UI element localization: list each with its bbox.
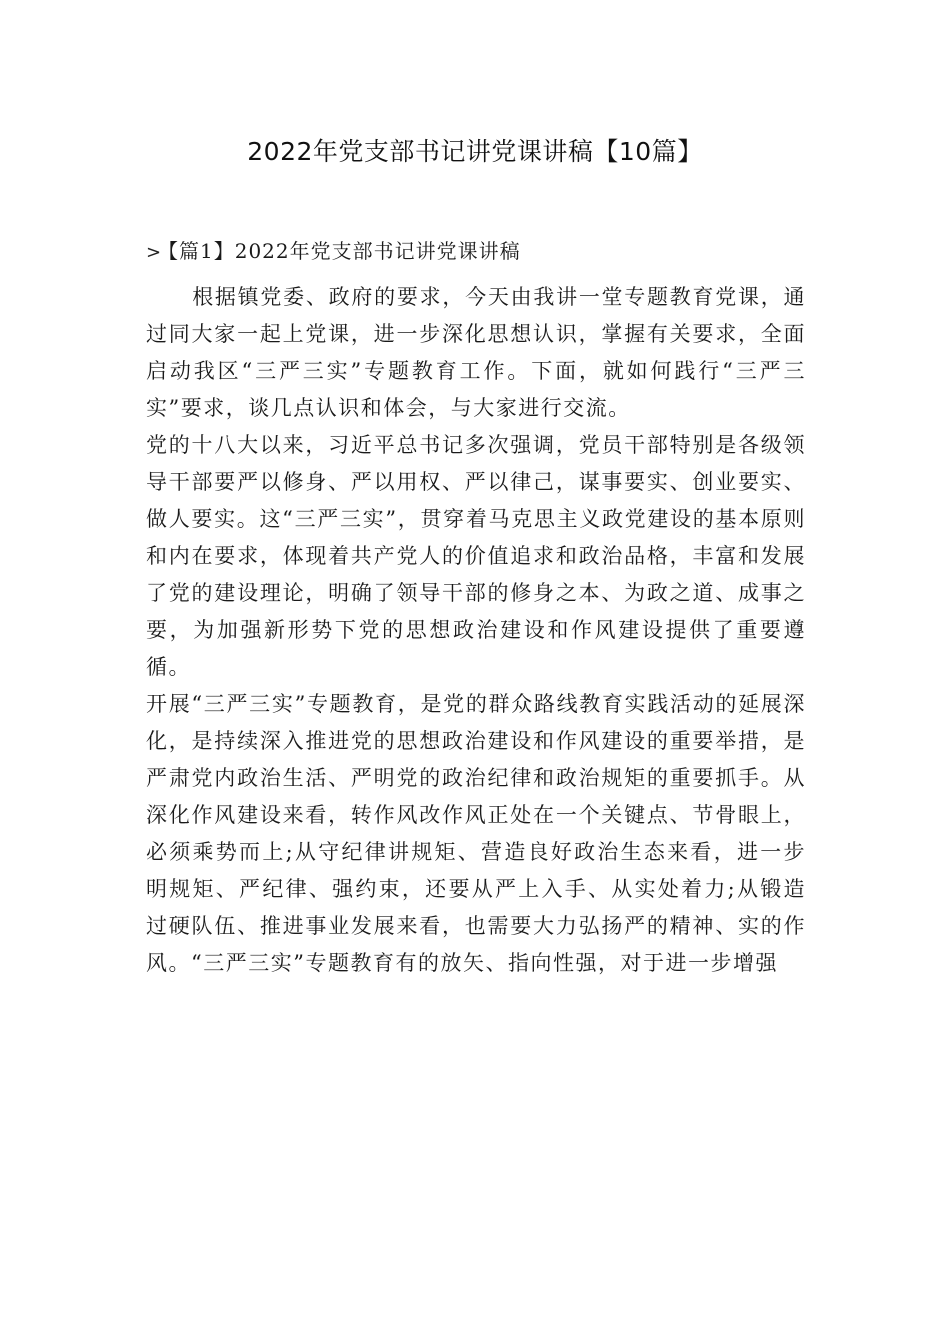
paragraph-background: 党的十八大以来，习近平总书记多次强调，党员干部特别是各级领导干部要严以修身、严以用权、严以律己，谋事要实、创业要实、做人要实。这“三严三实”，贯穿着马克思主义政党建设的基本原则和内在要求，体现着共产党人的价值追求和政治品格，丰富和发展了党的建设理论，明确了领导干部的修身之本、为政之道、成事之要，为加强新形势下党的思想政治建设和作风建设提供了重要遵循。 xyxy=(146,433,806,679)
section-heading-text: 【篇1】2022年党支部书记讲党课讲稿 xyxy=(158,239,521,263)
section-heading xyxy=(146,234,806,270)
document-title: 2022年党支部书记讲党课讲稿【10篇】 xyxy=(247,137,703,166)
document-body xyxy=(146,234,806,982)
paragraph-intro: 根据镇党委、政府的要求，今天由我讲一堂专题教育党课，通过同大家一起上党课，进一步深化思想认识，掌握有关要求，全面启动我区“三严三实”专题教育工作。下面，就如何践行“三严三实”要求，谈几点认识和体会，与大家进行交流。 xyxy=(146,285,806,420)
chevron-right-icon: > xyxy=(146,242,163,263)
paragraph-significance: 开展“三严三实”专题教育，是党的群众路线教育实践活动的延展深化，是持续深入推进党的思想政治建设和作风建设的重要举措，是严肃党内政治生活、严明党的政治纪律和政治规矩的重要抓手。从深化作风建设来看，转作风改作风正处在一个关键点、节骨眼上，必须乘势而上;从守纪律讲规矩、营造良好政治生态来看，进一步明规矩、严纪律、强约束，还要从严上入手、从实处着力;从锻造过硬队伍、推进事业发展来看，也需要大力弘扬严的精神、实的作风。“三严三实”专题教育有的放矢、指向性强，对于进一步增强 xyxy=(146,692,806,975)
